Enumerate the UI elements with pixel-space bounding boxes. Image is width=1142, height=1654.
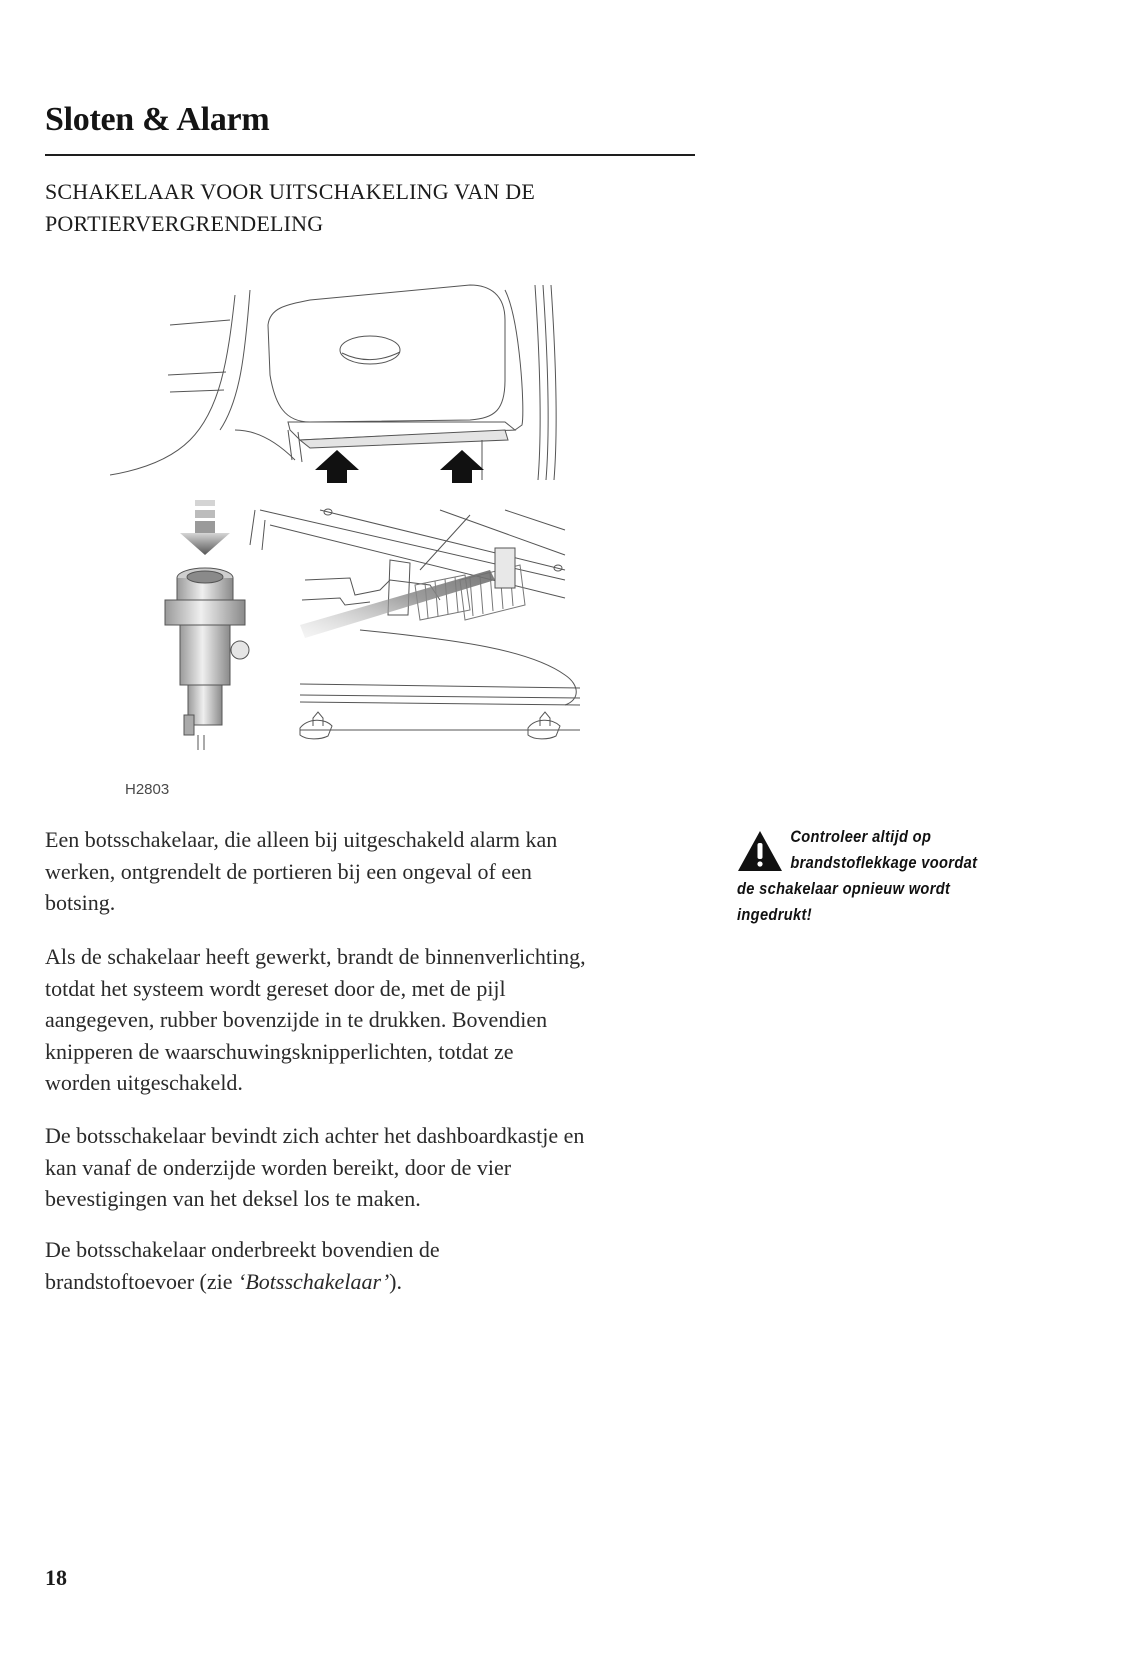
text-line: knipperen de waarschuwingsknipperlichten, totdat ze [45, 1038, 514, 1064]
up-arrow-icons [315, 450, 484, 483]
page-title: Sloten & Alarm [45, 101, 270, 138]
text-line: Een botsschakelaar, die alleen bij uitgeschakeld alarm kan [45, 827, 558, 852]
cross-reference-link[interactable]: ‘Botsschakelaar’ [238, 1268, 390, 1294]
text-line: aangegeven, rubber bovenzijde in te drukken. Bovendien [45, 1007, 548, 1032]
text-line: Als de schakelaar heeft gewerkt, brandt de binnenverlichting, [45, 944, 586, 969]
down-arrow-icon [180, 500, 230, 555]
text-line: worden uitgeschakeld. [45, 1070, 243, 1095]
inertia-switch [165, 568, 249, 750]
fuel-leak-warning [737, 824, 1037, 928]
paragraph-switch-location [45, 1120, 705, 1215]
glovebox-inertia-switch-illustration [110, 280, 630, 780]
text-line: brandstoftoevoer (zie ‘Botsschakelaar’). [45, 1268, 402, 1294]
page-number: 18 [45, 1565, 67, 1590]
warning-text: Controleer altijd op brandstoflekkage voordat de schakelaar opnieuw wordt ingedrukt! [737, 827, 978, 924]
paragraph-fuel-cutoff [45, 1234, 705, 1297]
text-line: bevestigingen van het deksel los te maken. [45, 1186, 421, 1211]
figure-label: H2803 [125, 781, 170, 798]
text-line: totdat het systeem wordt gereset door de, met de pijl [45, 975, 506, 1001]
title-rule [45, 154, 695, 156]
text-line: botsing. [45, 890, 116, 915]
text-line: De botsschakelaar bevindt zich achter het dashboardkastje en [45, 1123, 585, 1148]
paragraph-crash-switch-intro [45, 824, 705, 919]
section-heading-line: SCHAKELAAR VOOR UITSCHAKELING VAN DE [45, 179, 535, 204]
text-line: kan vanaf de onderzijde worden bereikt, door de vier [45, 1154, 512, 1180]
technical-illustration [110, 280, 630, 780]
paragraph-reset-instructions [45, 941, 705, 1099]
section-heading-line: PORTIERVERGRENDELING [45, 211, 324, 236]
text-line: werken, ontgrendelt de portieren bij een ongeval of een [45, 858, 532, 884]
section-heading [45, 176, 725, 240]
text-line: De botsschakelaar onderbreekt bovendien de [45, 1237, 440, 1262]
